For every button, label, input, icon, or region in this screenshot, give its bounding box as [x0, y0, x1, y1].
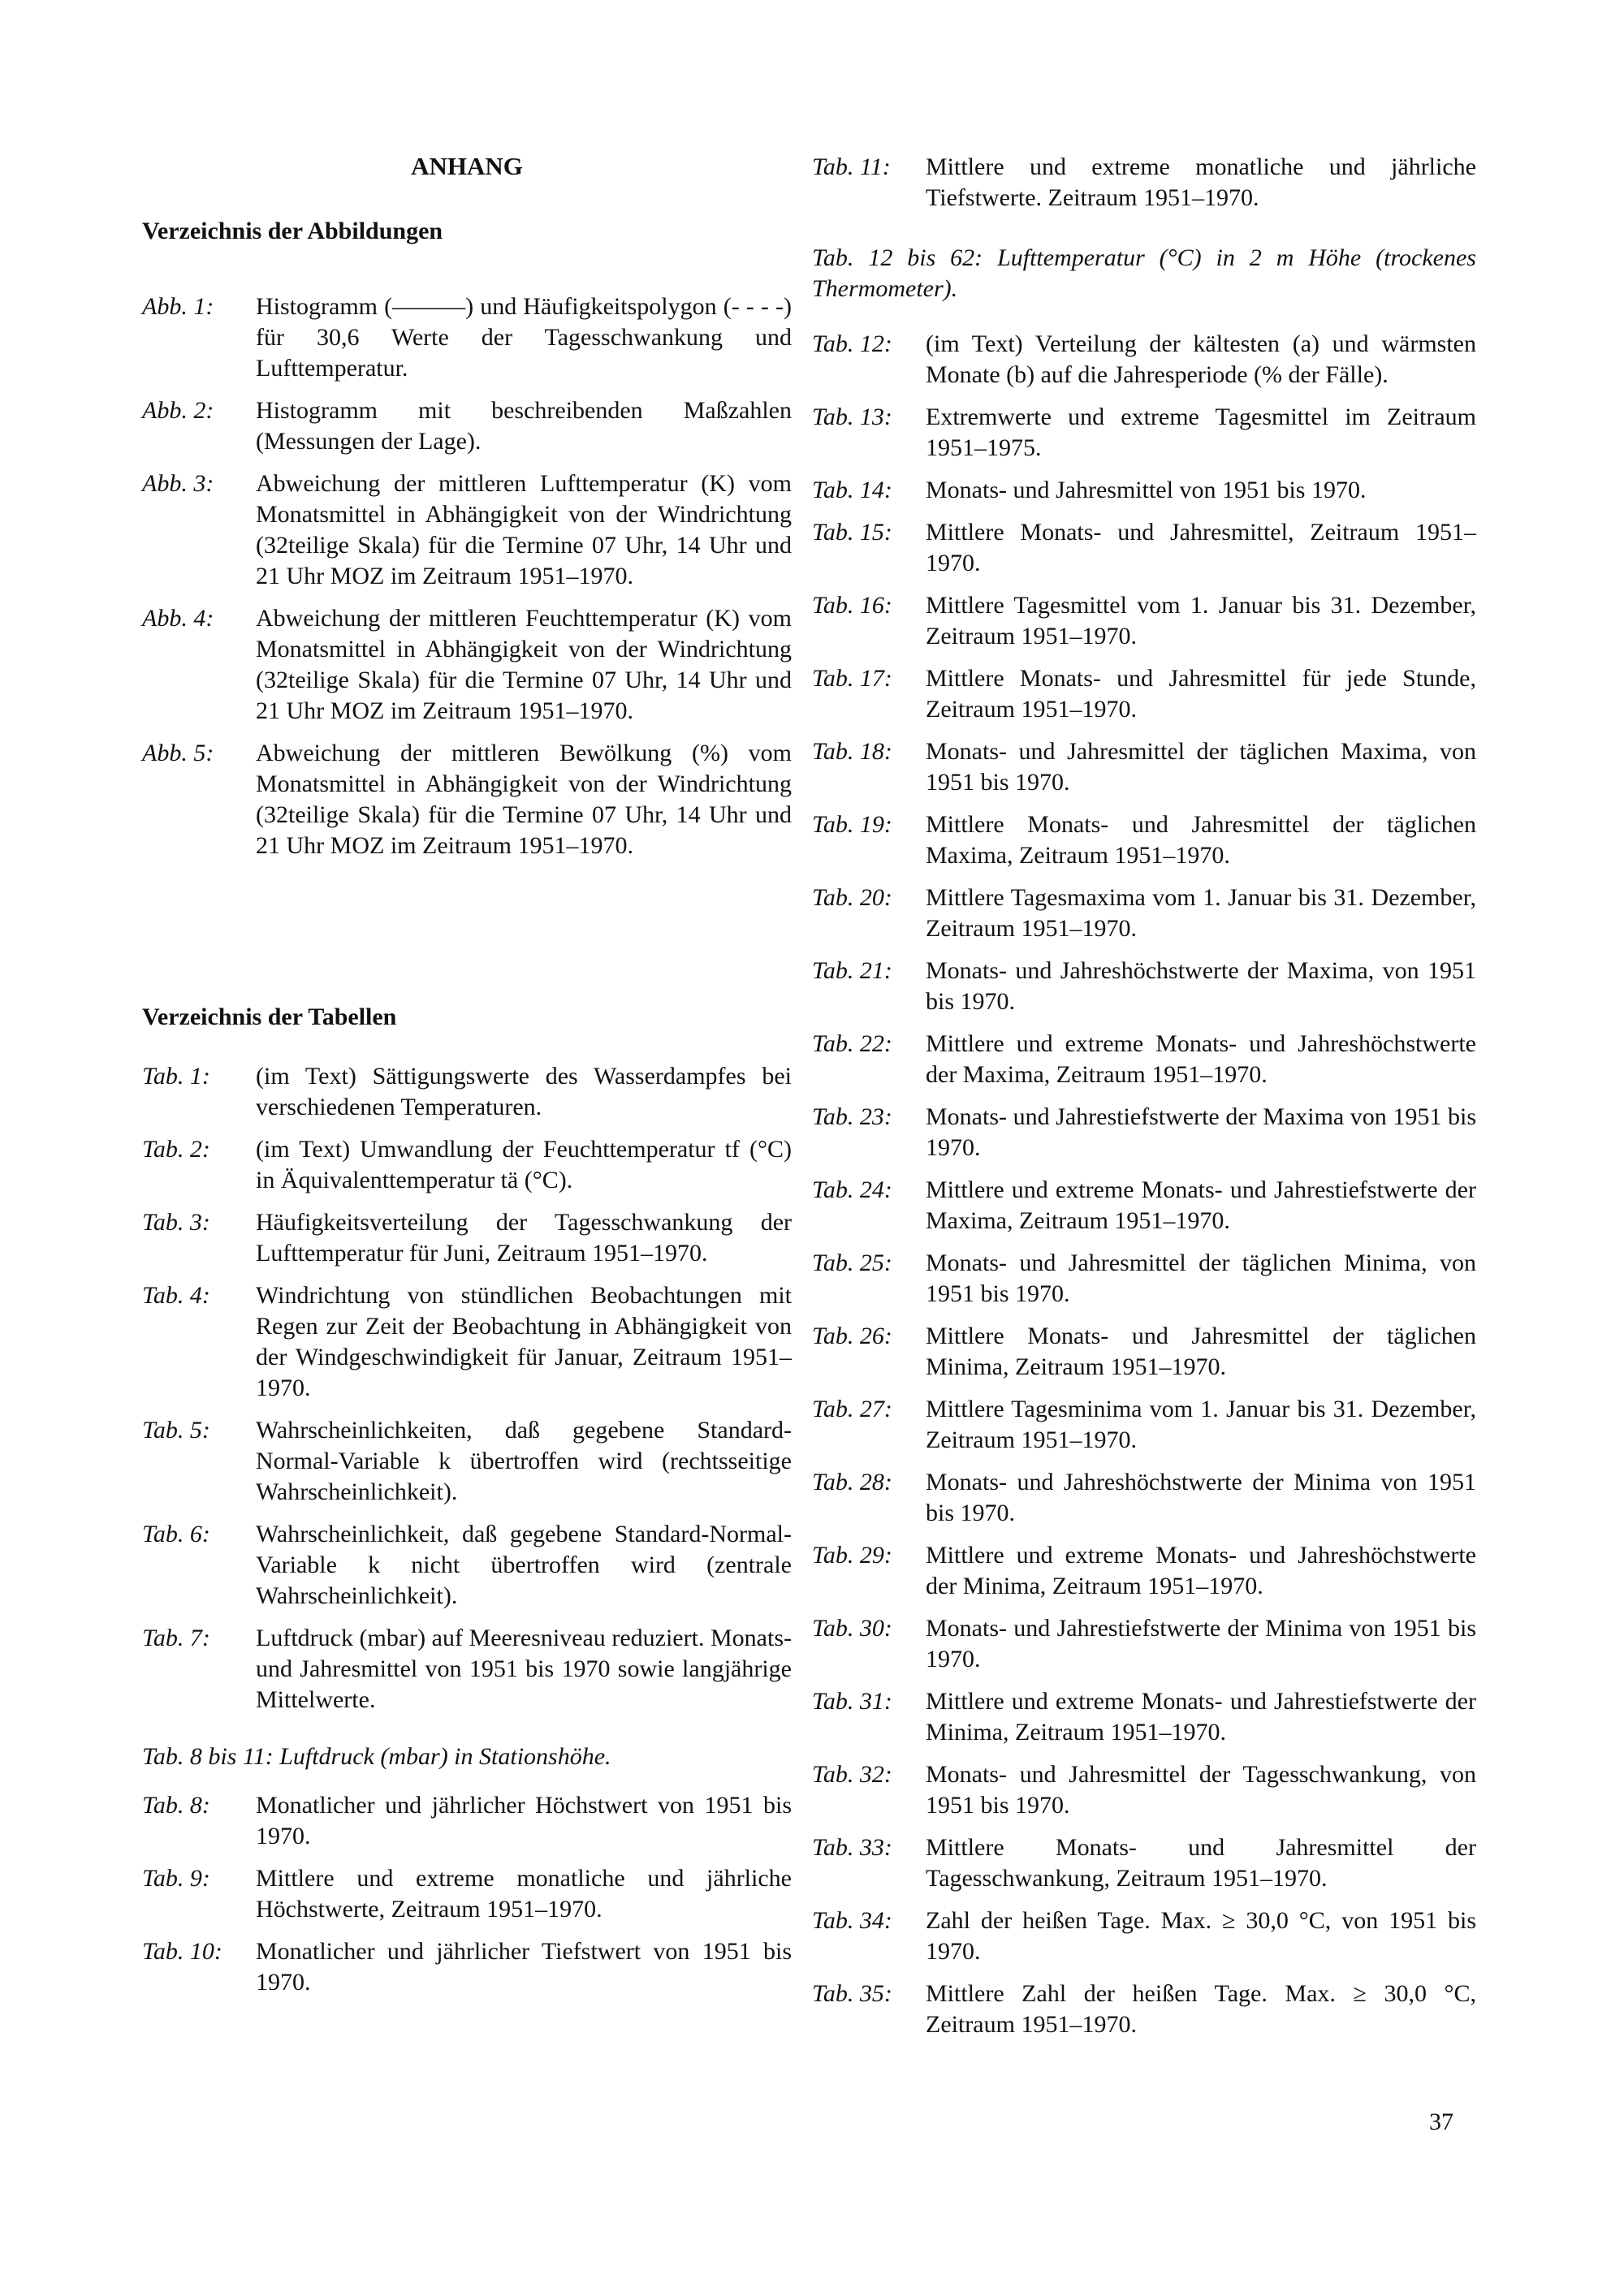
- table-label: Tab. 8:: [142, 1792, 210, 1819]
- tables-subheading-temperature: Tab. 12 bis 62: Lufttemperatur (°C) in 2 m Höhe (trockenes Thermometer).: [812, 244, 1476, 302]
- left-column: [142, 150, 792, 2009]
- table-entry: [812, 1759, 1476, 1821]
- table-entry: [142, 1790, 792, 1852]
- table-label: Tab. 11:: [812, 153, 891, 180]
- table-description: Häufigkeitsverteilung der Tagesschwankung der Lufttemperatur für Juni, Zeitraum 1951–1970.: [256, 1209, 792, 1267]
- table-entry: [812, 1686, 1476, 1748]
- table-description: Mittlere und extreme monatliche und jährliche Tiefstwerte. Zeitraum 1951–1970.: [926, 153, 1476, 211]
- table-entry: [812, 1832, 1476, 1894]
- table-label: Tab. 9:: [142, 1865, 210, 1892]
- table-label: Tab. 3:: [142, 1209, 210, 1236]
- table-description: Mittlere und extreme Monats- und Jahrestiefstwerte der Minima, Zeitraum 1951–1970.: [926, 1688, 1476, 1746]
- figure-label: Abb. 5:: [142, 740, 214, 766]
- table-label: Tab. 30:: [812, 1615, 892, 1642]
- tables-list-part-3: [812, 152, 1476, 214]
- table-label: Tab. 16:: [812, 592, 892, 619]
- table-entry: [812, 883, 1476, 944]
- right-column: [812, 152, 1476, 2052]
- table-description: Mittlere und extreme Monats- und Jahreshöchstwerte der Maxima, Zeitraum 1951–1970.: [926, 1030, 1476, 1088]
- table-entry: [142, 1061, 792, 1123]
- table-label: Tab. 12:: [812, 330, 892, 357]
- table-entry: [142, 1415, 792, 1508]
- figures-heading: Verzeichnis der Abbildungen: [142, 218, 443, 244]
- table-entry: [812, 1248, 1476, 1310]
- table-entry: [812, 1102, 1476, 1163]
- table-entry: [812, 809, 1476, 871]
- table-entry: [812, 329, 1476, 391]
- table-entry: [812, 1175, 1476, 1236]
- table-description: Monats- und Jahresmittel der Tagesschwankung, von 1951 bis 1970.: [926, 1761, 1476, 1819]
- table-label: Tab. 23:: [812, 1103, 892, 1130]
- tables-list-part-4: [812, 329, 1476, 2040]
- table-entry: [812, 1979, 1476, 2040]
- table-label: Tab. 25:: [812, 1249, 892, 1276]
- table-description: Monats- und Jahreshöchstwerte der Minima von 1951 bis 1970.: [926, 1469, 1476, 1526]
- table-entry: [812, 1905, 1476, 1967]
- table-entry: [812, 402, 1476, 464]
- table-label: Tab. 7:: [142, 1625, 210, 1651]
- table-entry: [812, 1394, 1476, 1456]
- table-description: Windrichtung von stündlichen Beobachtungen mit Regen zur Zeit der Beobachtung in Abhängigkeit von der Windgeschwindigkeit für Januar, Zeitraum 1951–1970.: [256, 1282, 792, 1401]
- table-description: (im Text) Verteilung der kältesten (a) und wärmsten Monate (b) auf die Jahresperiode (% der Fälle).: [926, 330, 1476, 388]
- table-entry: [142, 1936, 792, 1998]
- table-entry: [142, 1134, 792, 1196]
- page-number: 37: [1429, 2108, 1453, 2135]
- table-description: Mittlere Tagesminima vom 1. Januar bis 31. Dezember, Zeitraum 1951–1970.: [926, 1396, 1476, 1453]
- table-description: (im Text) Umwandlung der Feuchttemperatur tf (°C) in Äquivalenttemperatur tä (°C).: [256, 1136, 792, 1193]
- tables-subheading-pressure: Tab. 8 bis 11: Luftdruck (mbar) in Stationshöhe.: [142, 1743, 611, 1770]
- table-entry: [812, 1613, 1476, 1675]
- figure-label: Abb. 2:: [142, 397, 214, 424]
- table-label: Tab. 33:: [812, 1834, 892, 1861]
- figure-entry: [142, 395, 792, 457]
- table-label: Tab. 17:: [812, 665, 892, 692]
- table-label: Tab. 4:: [142, 1282, 210, 1309]
- figure-description: Histogramm mit beschreibenden Maßzahlen (Messungen der Lage).: [256, 397, 792, 455]
- tables-list-part-2: [142, 1790, 792, 1998]
- figure-entry: [142, 291, 792, 384]
- figure-entry: [142, 468, 792, 592]
- table-label: Tab. 35:: [812, 1980, 892, 2007]
- table-description: Monatlicher und jährlicher Höchstwert von 1951 bis 1970.: [256, 1792, 792, 1849]
- table-label: Tab. 6:: [142, 1521, 210, 1547]
- table-entry: [812, 1029, 1476, 1090]
- table-description: Mittlere und extreme Monats- und Jahreshöchstwerte der Minima, Zeitraum 1951–1970.: [926, 1542, 1476, 1599]
- table-description: Monats- und Jahreshöchstwerte der Maxima, von 1951 bis 1970.: [926, 957, 1476, 1015]
- table-description: Mittlere Monats- und Jahresmittel der täglichen Minima, Zeitraum 1951–1970.: [926, 1323, 1476, 1380]
- figure-description: Abweichung der mittleren Feuchttemperatur (K) vom Monatsmittel in Abhängigkeit von der Windrichtung (32teilige Skala) für die Termine 07 Uhr, 14 Uhr und 21 Uhr MOZ im Zeitraum 1951–1970.: [256, 605, 792, 724]
- table-entry: [812, 663, 1476, 725]
- table-description: Mittlere Monats- und Jahresmittel der Tagesschwankung, Zeitraum 1951–1970.: [926, 1834, 1476, 1892]
- table-label: Tab. 2:: [142, 1136, 210, 1163]
- table-label: Tab. 20:: [812, 884, 892, 911]
- table-entry: [142, 1519, 792, 1612]
- table-entry: [812, 1540, 1476, 1602]
- table-description: Wahrscheinlichkeiten, daß gegebene Standard-Normal-Variable k übertroffen wird (rechtsseitige Wahrscheinlichkeit).: [256, 1417, 792, 1505]
- table-label: Tab. 28:: [812, 1469, 892, 1495]
- table-description: Mittlere Zahl der heißen Tage. Max. ≥ 30,0 °C, Zeitraum 1951–1970.: [926, 1980, 1476, 2038]
- table-description: Monats- und Jahresmittel der täglichen Maxima, von 1951 bis 1970.: [926, 738, 1476, 796]
- table-label: Tab. 22:: [812, 1030, 892, 1057]
- table-description: Mittlere Monats- und Jahresmittel der täglichen Maxima, Zeitraum 1951–1970.: [926, 811, 1476, 869]
- table-entry: [812, 475, 1476, 506]
- table-label: Tab. 27:: [812, 1396, 892, 1422]
- table-description: Wahrscheinlichkeit, daß gegebene Standard-Normal-Variable k nicht übertroffen wird (zentrale Wahrscheinlichkeit).: [256, 1521, 792, 1609]
- table-entry: [812, 956, 1476, 1017]
- table-description: Mittlere und extreme Monats- und Jahrestiefstwerte der Maxima, Zeitraum 1951–1970.: [926, 1176, 1476, 1234]
- figure-label: Abb. 1:: [142, 293, 214, 320]
- tables-list-part-1: [142, 1061, 792, 1716]
- table-description: Mittlere Monats- und Jahresmittel für jede Stunde, Zeitraum 1951–1970.: [926, 665, 1476, 723]
- table-label: Tab. 13:: [812, 404, 892, 430]
- figure-label: Abb. 3:: [142, 470, 214, 497]
- table-label: Tab. 29:: [812, 1542, 892, 1569]
- page-title: ANHANG: [411, 152, 523, 180]
- table-label: Tab. 10:: [142, 1938, 222, 1965]
- table-label: Tab. 21:: [812, 957, 892, 984]
- table-label: Tab. 18:: [812, 738, 892, 765]
- table-entry: [812, 1467, 1476, 1529]
- table-entry: [142, 1207, 792, 1269]
- table-label: Tab. 19:: [812, 811, 892, 838]
- figures-list: [142, 291, 792, 861]
- table-label: Tab. 15:: [812, 519, 892, 546]
- table-entry: [142, 1280, 792, 1404]
- table-description: Luftdruck (mbar) auf Meeresniveau reduziert. Monats- und Jahresmittel von 1951 bis 1970 sowie langjährige Mittelwerte.: [256, 1625, 792, 1713]
- table-entry: [812, 1321, 1476, 1383]
- figure-description: Abweichung der mittleren Bewölkung (%) vom Monatsmittel in Abhängigkeit von der Windrichtung (32teilige Skala) für die Termine 07 Uhr, 14 Uhr und 21 Uhr MOZ im Zeitraum 1951–1970.: [256, 740, 792, 859]
- figure-label: Abb. 4:: [142, 605, 214, 632]
- table-description: Monats- und Jahresmittel der täglichen Minima, von 1951 bis 1970.: [926, 1249, 1476, 1307]
- table-entry: [142, 1863, 792, 1925]
- table-description: Extremwerte und extreme Tagesmittel im Zeitraum 1951–1975.: [926, 404, 1476, 461]
- table-entry: [812, 590, 1476, 652]
- table-label: Tab. 34:: [812, 1907, 892, 1934]
- tables-heading: Verzeichnis der Tabellen: [142, 1003, 397, 1030]
- table-description: Monatlicher und jährlicher Tiefstwert von 1951 bis 1970.: [256, 1938, 792, 1996]
- figure-entry: [142, 603, 792, 727]
- table-description: Zahl der heißen Tage. Max. ≥ 30,0 °C, von 1951 bis 1970.: [926, 1907, 1476, 1965]
- figure-description: Abweichung der mittleren Lufttemperatur (K) vom Monatsmittel in Abhängigkeit von der Windrichtung (32teilige Skala) für die Termine 07 Uhr, 14 Uhr und 21 Uhr MOZ im Zeitraum 1951–1970.: [256, 470, 792, 589]
- table-description: Mittlere Tagesmaxima vom 1. Januar bis 31. Dezember, Zeitraum 1951–1970.: [926, 884, 1476, 942]
- table-entry: [142, 1623, 792, 1716]
- table-label: Tab. 14:: [812, 477, 892, 503]
- table-description: Mittlere und extreme monatliche und jährliche Höchstwerte, Zeitraum 1951–1970.: [256, 1865, 792, 1923]
- table-description: Mittlere Tagesmittel vom 1. Januar bis 31. Dezember, Zeitraum 1951–1970.: [926, 592, 1476, 650]
- table-entry: [812, 517, 1476, 579]
- table-description: Monats- und Jahrestiefstwerte der Minima von 1951 bis 1970.: [926, 1615, 1476, 1672]
- table-label: Tab. 31:: [812, 1688, 892, 1715]
- table-label: Tab. 26:: [812, 1323, 892, 1349]
- table-description: Monats- und Jahresmittel von 1951 bis 1970.: [926, 477, 1367, 503]
- figure-description: Histogramm (———) und Häufigkeitspolygon (- - - -) für 30,6 Werte der Tagesschwankung und Lufttemperatur.: [256, 293, 792, 382]
- table-description: Monats- und Jahrestiefstwerte der Maxima von 1951 bis 1970.: [926, 1103, 1476, 1161]
- table-description: (im Text) Sättigungswerte des Wasserdampfes bei verschiedenen Temperaturen.: [256, 1063, 792, 1120]
- table-entry: [812, 152, 1476, 214]
- table-label: Tab. 24:: [812, 1176, 892, 1203]
- table-description: Mittlere Monats- und Jahresmittel, Zeitraum 1951–1970.: [926, 519, 1476, 576]
- table-label: Tab. 1:: [142, 1063, 210, 1090]
- table-entry: [812, 736, 1476, 798]
- figure-entry: [142, 738, 792, 861]
- table-label: Tab. 32:: [812, 1761, 892, 1788]
- table-label: Tab. 5:: [142, 1417, 210, 1444]
